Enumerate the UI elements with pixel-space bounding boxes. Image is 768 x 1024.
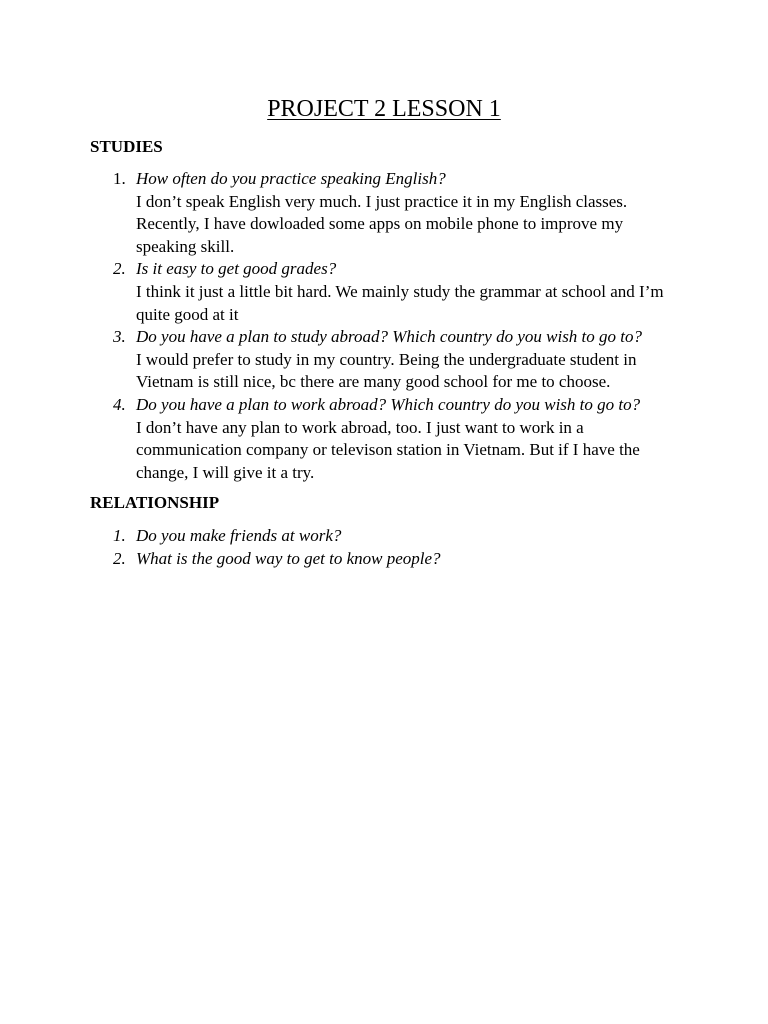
- answer-text: I don’t speak English very much. I just practice it in my English classes. Recently, I have dowloaded some apps on mobile phone to improve my speaking skill.: [136, 191, 628, 256]
- question-text: What is the good way to get to know people?: [136, 548, 441, 568]
- relationship-question-list: [0, 525, 768, 570]
- list-item: [0, 326, 676, 394]
- question-text: Do you have a plan to study abroad? Which country do you wish to go to?: [136, 327, 643, 347]
- item-number: 2.: [113, 548, 126, 568]
- answer-text: I don’t have any plan to work abroad, too. I just want to work in a communication company or televison station in Vietnam. But if I have the change, I will give it a try.: [136, 417, 640, 482]
- question-text: Is it easy to get good grades?: [136, 259, 337, 279]
- item-number: 1.: [113, 169, 126, 188]
- item-number: 1.: [113, 526, 126, 545]
- list-item: [0, 394, 676, 484]
- answer-text: I think it just a little bit hard. We mainly study the grammar at school and I’m quite good at it: [136, 281, 664, 324]
- item-number: 4.: [113, 394, 126, 414]
- section-heading-studies: STUDIES: [90, 137, 163, 156]
- list-item: [0, 168, 676, 258]
- question-text: How often do you practice speaking English?: [136, 169, 446, 188]
- item-number: 2.: [113, 259, 126, 279]
- question-text: Do you have a plan to work abroad? Which country do you wish to go to?: [136, 394, 641, 414]
- list-item: [0, 258, 676, 326]
- item-number: 3.: [113, 327, 126, 347]
- section-heading-relationship: RELATIONSHIP: [90, 493, 220, 512]
- answer-text: I would prefer to study in my country. Being the undergraduate student in Vietnam is still nice, bc there are many good school for me to choose.: [136, 349, 637, 392]
- list-item: [0, 548, 676, 571]
- list-item: [0, 525, 676, 548]
- studies-question-list: [0, 168, 768, 484]
- document-title: PROJECT 2 LESSON 1: [267, 96, 501, 122]
- question-text: Do you make friends at work?: [136, 526, 342, 545]
